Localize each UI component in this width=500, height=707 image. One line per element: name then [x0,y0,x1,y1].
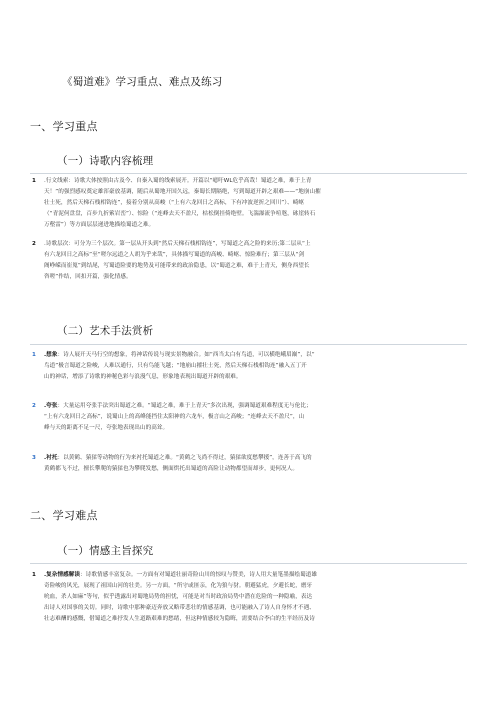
item-line: （“青泥何盘盘，百步九折萦岩峦”）、惊险（“连峰去天不盈尺，枯松倒挂倚绝壁。飞湍瀑流争喧豗，砯崖转石 [44,211,316,217]
section-heading-key-points: 一、学习重点 [30,120,98,133]
item-line: 万壑雷”）等方面层层递进地描绘蜀道之难。 [44,222,155,228]
item-line: ：大量运用夸张手法突出蜀道之难。“蜀道之难，难于上青天”多次出现，强调蜀道艰难程度无与伦比； [57,403,312,409]
item-line: 吮血，杀人如麻”等句，似乎透露出对蜀地局势的担忧，可能是对当时政治局势中潜在危险的一种隐喻，表达 [44,594,313,600]
item-line: 黄鹤都飞不过，擅长攀爬的猿猱也为攀爬发愁，侧面烘托出蜀道的高险让动物都望而却步，更何况人。 [44,466,298,472]
divider [30,344,467,345]
list-item [32,570,462,625]
item-line: “上有六龙回日之高标”，说蜀山上的高峰能挡住太阳神的六龙车，极言山之高峻；“连峰去天不盈尺”，山 [44,414,305,420]
list-item [32,176,462,231]
item-line: .行文线索：诗歌大体按照由古及今、自秦入蜀的线索展开。开篇以“噫吁WL危乎高哉！蜀道之难，难于上青 [44,178,312,184]
item-line: ：诗人展开天马行空的想象，将神话传说与现实景物融合。如“西当太白有鸟道，可以横绝峨眉巅”，以“ [57,352,315,358]
item-number: 2 [32,241,36,247]
subsection-heading-techniques: （二）艺术手法赏析 [57,325,154,337]
item-label: .衬托 [44,455,58,461]
item-line: 峰与天的距离不足一尺，夸张地表现出山的高耸。 [44,425,169,431]
list-item [32,453,462,475]
item-label: .想象 [44,352,58,358]
list-item [32,239,462,283]
subsection-heading-emotion: （一）情感主旨探究 [57,545,154,557]
item-line: 奇险峻的风光，展现了祖国山河的壮美。另一方面，“所守或匪亲，化为狼与豺。朝避猛虎，夕避长蛇，磨牙 [44,583,313,589]
item-number: 3 [32,455,36,461]
item-line: 天！”的强烈感叹奠定雄浑豪放基调，随后从蜀地开国久远，秦蜀长期隔绝，写到蜀道开辟之艰难——“地崩山摧 [44,189,321,195]
divider [30,563,467,564]
item-number: 1 [32,572,36,578]
item-label: .夸张 [44,403,58,409]
item-line: 鸟道”极言蜀道之险峻，人难以通行，只有鸟能飞越；“地崩山摧壮士死，然后天梯石栈相钩连”融入五丁开 [44,363,307,369]
document-title: 《蜀道难》学习重点、难点及练习 [62,76,223,88]
list-item [32,350,462,383]
item-line: 出诗人对国事的关切。同时，诗歌中那种豪迈奔放又略带悲壮的情感基调，也可能融入了诗人自身怀才不遇、 [44,605,315,611]
divider [30,173,467,174]
item-line: ：以黄鹤、猿猱等动物的行为来衬托蜀道之难。“黄鹤之飞尚不得过，猿猱欲度愁攀援”，连善于高飞的 [57,455,312,461]
item-line: 壮士死，然后天梯石栈相钩连”，接着分别从高峻（“上有六龙回日之高标，下有冲波逆折之回川”）、崎岖 [44,200,305,206]
item-line: 有六龙回日之高标”至“嗟尔远道之人胡为乎来哉”，具体描写蜀道的高峻、崎岖、惊险难行；第三层从“剑 [44,252,305,258]
item-number: 2 [32,403,36,409]
item-number: 1 [32,178,36,184]
section-heading-difficulties: 二、学习难点 [30,509,98,522]
item-label: .复杂情感解读 [44,572,81,578]
item-line: 阁峥嵘而崔嵬”到结尾，写蜀道险要的地势及可能带来的政治隐患，以“蜀道之难，难于上青天，侧身西望长 [44,263,310,269]
item-line: 咨嗟”作结，回扣开篇，强化情感。 [44,274,132,280]
item-line: 山的神话，增添了诗歌的神秘色彩与浪漫气息，形象地表现出蜀道开辟的艰难。 [44,374,242,380]
subsection-heading-content: （一）诗歌内容梳理 [57,155,154,167]
item-number: 1 [32,352,36,358]
item-line: ：诗歌情感丰富复杂。一方面有对蜀道壮丽奇险山川的惊叹与赞美，诗人用大量笔墨描绘蜀道雄 [80,572,318,578]
item-line: .诗歌层次：可分为三个层次。第一层从开头到“然后天梯石栈相钩连”，写蜀道之高之险的来历;第二层从“上 [44,241,311,247]
list-item [32,401,462,434]
item-line: 壮志难酬的感慨，借蜀道之难抒发人生道路艰难的愁绪，但这种情感较为隐晦，需要结合李白的生平经历及诗 [44,616,315,622]
